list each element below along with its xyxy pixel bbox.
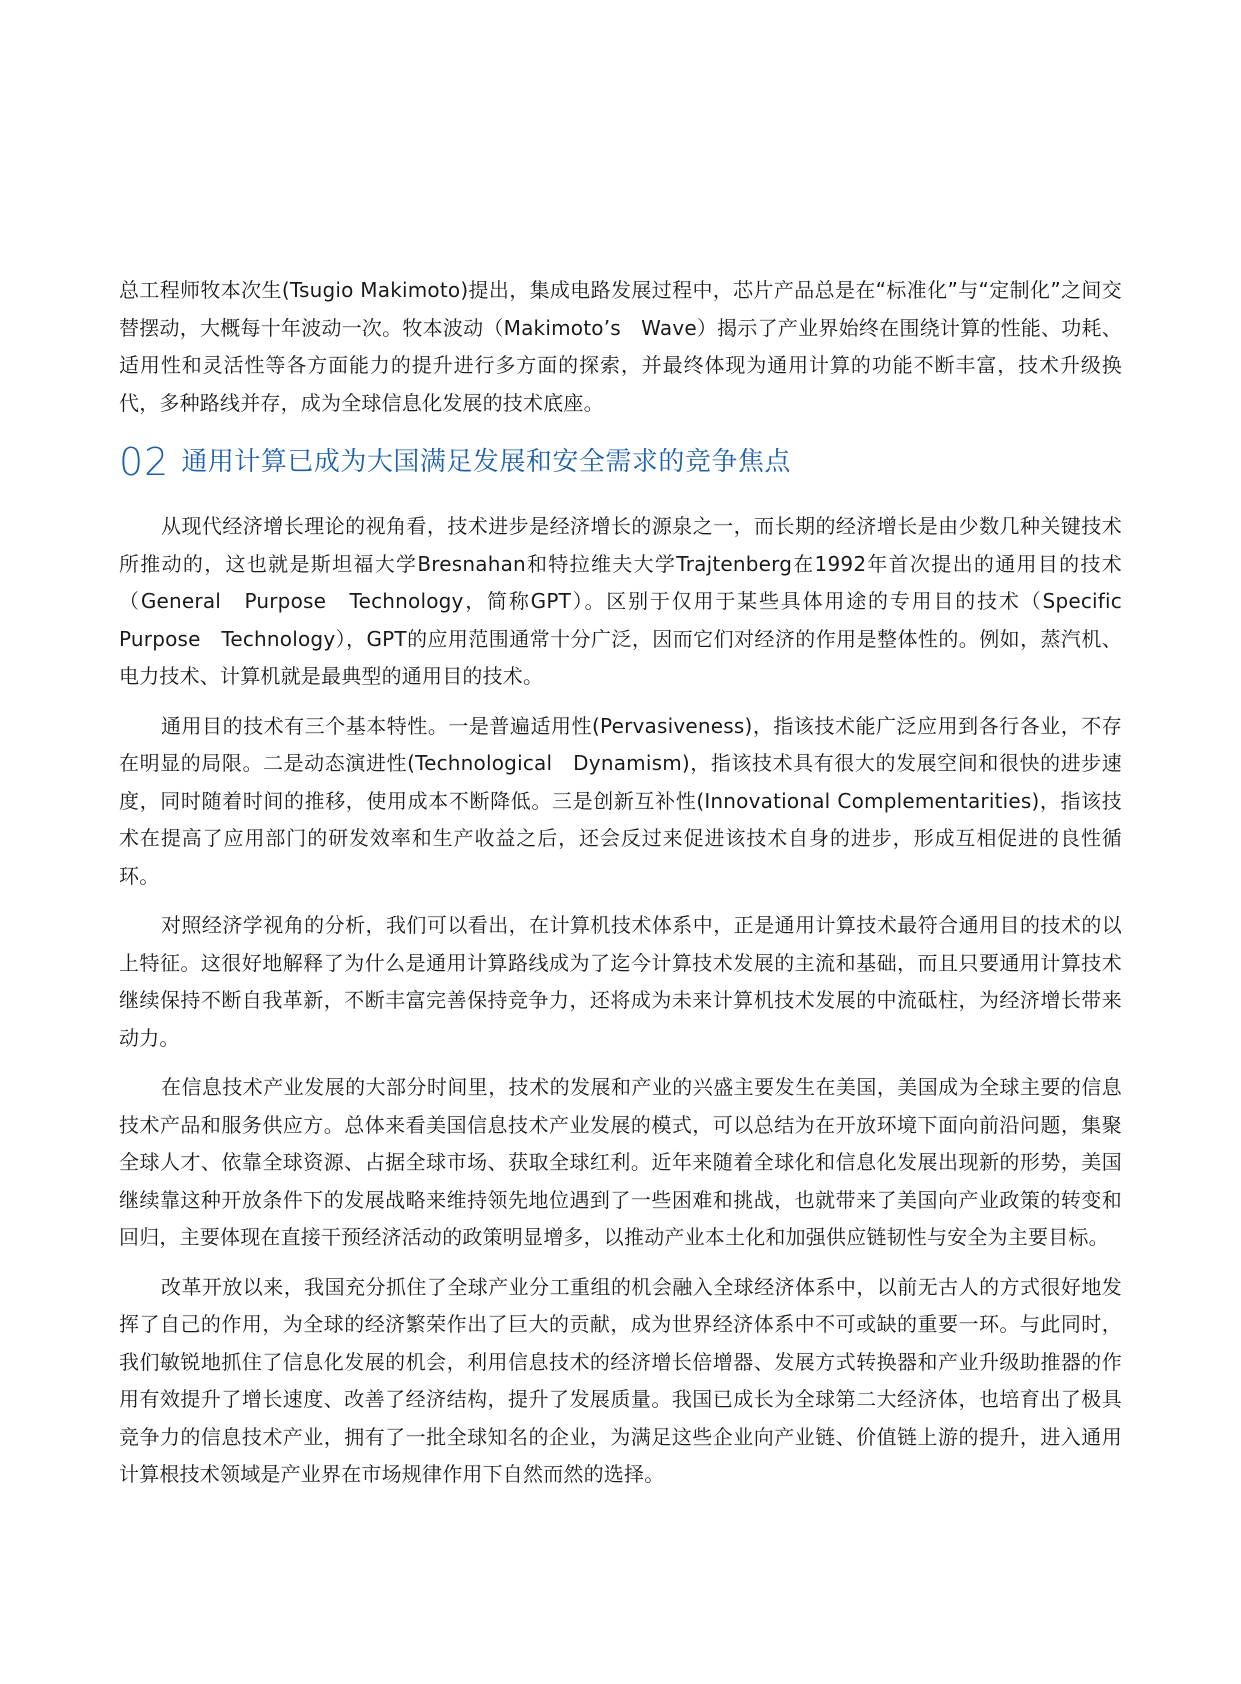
body-paragraph-5: 改革开放以来，我国充分抓住了全球产业分工重组的机会融入全球经济体系中，以前无古人的方式很好地发挥了自己的作用，为全球的经济繁荣作出了巨大的贡献，成为世界经济体系中不可或缺的重要一环。与此同时，我们敏锐地抓住了信息化发展的机会，利用信息技术的经济增长倍增器、发展方式转换器和产业升级助推器的作用有效提升了增长速度、改善了经济结构，提升了发展质量。我国已成长为全球第二大经济体，也培育出了极具竞争力的信息技术产业，拥有了一批全球知名的企业，为满足这些企业向产业链、价值链上游的提升，进入通用计算根技术领域是产业界在市场规律作用下自然而然的选择。: [119, 1274, 1122, 1486]
section-number: 02: [119, 440, 170, 484]
body-paragraph-1: 从现代经济增长理论的视角看，技术进步是经济增长的源泉之一，而长期的经济增长是由少数几种关键技术所推动的，这也就是斯坦福大学Bresnahan和特拉维夫大学Trajtenberg在1992年首次提出的通用目的技术（General Purpose Technology，简称GPT）。区别于仅用于某些具体用途的专用目的技术（Specific Purpose Technology），GPT的应用范围通常十分广泛，因而它们对经济的作用是整体性的。例如，蒸汽机、电力技术、计算机就是最典型的通用目的技术。: [119, 514, 1143, 688]
body-paragraph-3: 对照经济学视角的分析，我们可以看出，在计算机技术体系中，正是通用计算技术最符合通用目的技术的以上特征。这很好地解释了为什么是通用计算路线成为了迄今计算技术发展的主流和基础，而且只要通用计算技术继续保持不断自我革新，不断丰富完善保持竞争力，还将成为未来计算机技术发展的中流砥柱，为经济增长带来动力。: [119, 913, 1122, 1050]
intro-paragraph: 总工程师牧本次生(Tsugio Makimoto)提出，集成电路发展过程中，芯片产品总是在“标准化”与“定制化”之间交替摆动，大概每十年波动一次。牧本波动（Makimoto’s Wave）揭示了产业界始终在围绕计算的性能、功耗、适用性和灵活性等各方面能力的提升进行多方面的探索，并最终体现为通用计算的功能不断丰富，技术升级换代，多种路线并存，成为全球信息化发展的技术底座。: [119, 278, 1122, 415]
document-body: [119, 272, 1143, 1494]
section-title: 通用计算已成为大国满足发展和安全需求的竞争焦点: [181, 447, 791, 477]
section-heading: [119, 438, 1122, 486]
body-paragraph-4: 在信息技术产业发展的大部分时间里，技术的发展和产业的兴盛主要发生在美国，美国成为全球主要的信息技术产品和服务供应方。总体来看美国信息技术产业发展的模式，可以总结为在开放环境下面向前沿问题，集聚全球人才、依靠全球资源、占据全球市场、获取全球红利。近年来随着全球化和信息化发展出现新的形势，美国继续靠这种开放条件下的发展战略来维持领先地位遇到了一些困难和挑战，也就带来了美国向产业政策的转变和回归，主要体现在直接干预经济活动的政策明显增多，以推动产业本土化和加强供应链韧性与安全为主要目标。: [119, 1075, 1122, 1249]
body-paragraph-2: 通用目的技术有三个基本特性。一是普遍适用性(Pervasiveness)，指该技术能广泛应用到各行各业，不存在明显的局限。二是动态演进性(Technological Dynamism)，指该技术具有很大的发展空间和很快的进步速度，同时随着时间的推移，使用成本不断降低。三是创新互补性(Innovational Complementarities)，指该技术在提高了应用部门的研发效率和生产收益之后，还会反过来促进该技术自身的进步，形成互相促进的良性循环。: [119, 713, 1122, 888]
